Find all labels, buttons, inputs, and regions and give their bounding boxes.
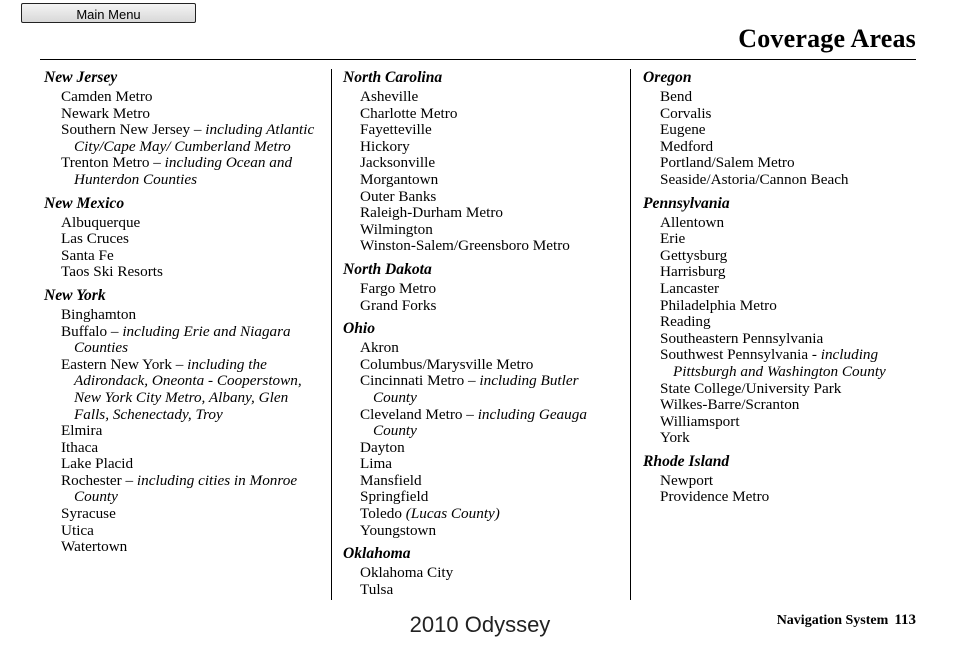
footer xyxy=(777,612,916,629)
city-name: Camden Metro xyxy=(61,88,153,105)
city-name: Ithaca xyxy=(61,438,99,456)
list-item xyxy=(643,331,923,348)
list-item xyxy=(44,357,324,423)
city-name: Reading xyxy=(660,313,711,331)
state-section xyxy=(643,195,923,447)
list-item xyxy=(343,139,623,156)
list-item xyxy=(343,205,623,222)
city-name: Tulsa xyxy=(360,580,394,598)
city-list xyxy=(343,340,623,539)
city-name: Akron xyxy=(360,339,399,357)
city-name: Buffalo – xyxy=(61,322,123,340)
list-item xyxy=(44,155,324,188)
city-name: Seaside/Astoria/Cannon Beach xyxy=(660,170,849,188)
column-1 xyxy=(44,69,324,562)
city-name: Williamsport xyxy=(660,412,740,430)
city-name: Newark Metro xyxy=(61,104,150,122)
state-section xyxy=(643,69,923,189)
list-item xyxy=(44,539,324,556)
state-section xyxy=(343,545,623,598)
column-2 xyxy=(343,69,623,604)
state-heading: New York xyxy=(44,286,106,304)
column-divider xyxy=(331,69,332,600)
city-name: Lancaster xyxy=(660,279,720,297)
city-name: Springfield xyxy=(360,488,429,506)
list-item xyxy=(343,281,623,298)
column-divider xyxy=(630,69,631,600)
list-item xyxy=(643,430,923,447)
city-note: including Butler County xyxy=(373,372,579,406)
city-name: Elmira xyxy=(61,422,103,440)
list-item xyxy=(44,473,324,506)
city-list xyxy=(643,215,923,447)
list-item xyxy=(643,473,923,490)
list-item xyxy=(343,373,623,406)
city-list xyxy=(643,89,923,189)
city-name: Mansfield xyxy=(360,471,422,489)
list-item xyxy=(643,314,923,331)
list-item xyxy=(643,281,923,298)
city-name: Las Cruces xyxy=(61,230,129,248)
city-name: Cincinnati Metro – xyxy=(360,372,480,390)
state-section xyxy=(44,69,324,189)
list-item xyxy=(343,155,623,172)
column-3 xyxy=(643,69,923,512)
city-list xyxy=(343,281,623,314)
list-item xyxy=(643,489,923,506)
city-name: Dayton xyxy=(360,438,405,456)
list-item xyxy=(643,264,923,281)
city-list xyxy=(44,89,324,189)
list-item xyxy=(343,222,623,239)
list-item xyxy=(343,456,623,473)
city-note: including Ocean and Hunterdon Counties xyxy=(74,154,293,188)
city-name: Allentown xyxy=(660,213,725,231)
list-item xyxy=(44,122,324,155)
section-label: Navigation System xyxy=(776,613,889,628)
city-name: Jacksonville xyxy=(360,154,436,172)
list-item xyxy=(343,440,623,457)
city-name: Trenton Metro – xyxy=(61,154,165,172)
list-item xyxy=(643,298,923,315)
city-name: Asheville xyxy=(360,88,419,105)
state-heading: Oklahoma xyxy=(343,545,411,563)
city-name: Portland/Salem Metro xyxy=(660,154,795,172)
city-name: Outer Banks xyxy=(360,187,437,205)
list-item xyxy=(643,381,923,398)
list-item xyxy=(44,456,324,473)
state-section xyxy=(44,287,324,556)
list-item xyxy=(643,347,923,380)
city-list xyxy=(44,215,324,281)
city-name: Southeastern Pennsylvania xyxy=(660,329,824,347)
state-section xyxy=(343,69,623,255)
list-item xyxy=(44,440,324,457)
city-name: Wilmington xyxy=(360,220,433,238)
list-item xyxy=(343,172,623,189)
city-name: Harrisburg xyxy=(660,263,726,281)
city-note: including Erie and Niagara Counties xyxy=(74,322,291,357)
city-name: Hickory xyxy=(360,137,410,155)
list-item xyxy=(343,298,623,315)
watermark: 2010 Odyssey xyxy=(409,612,551,637)
list-item xyxy=(643,248,923,265)
city-name: Fayetteville xyxy=(360,121,432,139)
city-name: Newport xyxy=(660,471,714,489)
list-item xyxy=(343,582,623,599)
main-menu-button[interactable]: Main Menu xyxy=(21,3,196,23)
city-note: including Pittsburgh and Washington County xyxy=(673,346,886,380)
list-item xyxy=(44,106,324,123)
city-name: Charlotte Metro xyxy=(360,104,458,122)
city-note: including Atlantic City/Cape May/ Cumberland Metro xyxy=(74,121,315,155)
state-section xyxy=(643,453,923,506)
city-list xyxy=(643,473,923,506)
state-heading: New Mexico xyxy=(44,194,125,212)
list-item xyxy=(343,565,623,582)
list-item xyxy=(343,89,623,106)
list-item xyxy=(44,506,324,523)
city-list xyxy=(343,565,623,598)
city-name: Syracuse xyxy=(61,505,116,523)
city-name: Morgantown xyxy=(360,170,439,188)
city-note: including Geauga County xyxy=(373,405,587,440)
city-name: Bend xyxy=(660,88,693,105)
list-item xyxy=(343,106,623,123)
city-list xyxy=(44,307,324,556)
list-item xyxy=(343,357,623,374)
list-item xyxy=(643,139,923,156)
city-name: Grand Forks xyxy=(360,296,437,314)
list-item xyxy=(343,473,623,490)
city-name: Southern New Jersey – xyxy=(61,121,206,139)
city-name: Taos Ski Resorts xyxy=(61,263,163,281)
list-item xyxy=(643,89,923,106)
list-item xyxy=(44,89,324,106)
list-item xyxy=(643,414,923,431)
city-name: Rochester – xyxy=(61,471,137,489)
city-name: Lima xyxy=(360,455,393,473)
city-name: Southwest Pennsylvania - xyxy=(660,346,821,364)
list-item xyxy=(44,423,324,440)
city-name: Youngstown xyxy=(360,521,437,539)
city-name: Albuquerque xyxy=(61,213,141,231)
city-note: (Lucas County) xyxy=(405,505,500,523)
city-note: including cities in Monroe County xyxy=(74,471,298,506)
list-item xyxy=(343,189,623,206)
list-item xyxy=(343,340,623,357)
state-section xyxy=(343,320,623,539)
city-name: State College/University Park xyxy=(660,379,842,397)
city-name: York xyxy=(660,429,690,447)
list-item xyxy=(343,407,623,440)
list-item xyxy=(643,397,923,414)
city-name: Cleveland Metro – xyxy=(360,405,478,423)
list-item xyxy=(343,506,623,523)
page-number: 113 xyxy=(894,612,916,628)
state-heading: Pennsylvania xyxy=(643,194,730,212)
list-item xyxy=(343,489,623,506)
state-section xyxy=(343,261,623,314)
state-section xyxy=(44,195,324,281)
city-name: Corvalis xyxy=(660,104,712,122)
city-name: Toledo xyxy=(360,505,406,523)
city-name: Eastern New York – xyxy=(61,355,188,373)
state-heading: Rhode Island xyxy=(643,452,730,470)
city-name: Fargo Metro xyxy=(360,279,437,297)
list-item xyxy=(343,122,623,139)
city-note: including the Adirondack, Oneonta - Cooperstown, New York City Metro, Albany, Glen Falls, Schenectady, Troy xyxy=(74,355,302,423)
list-item xyxy=(643,155,923,172)
list-item xyxy=(44,324,324,357)
city-name: Wilkes-Barre/Scranton xyxy=(660,396,800,414)
city-name: Providence Metro xyxy=(660,488,770,506)
state-heading: North Carolina xyxy=(343,69,443,86)
list-item xyxy=(643,172,923,189)
city-name: Raleigh-Durham Metro xyxy=(360,204,503,222)
city-name: Gettysburg xyxy=(660,246,728,264)
list-item xyxy=(44,307,324,324)
city-name: Medford xyxy=(660,137,714,155)
list-item xyxy=(44,231,324,248)
state-heading: North Dakota xyxy=(343,260,432,278)
list-item xyxy=(643,231,923,248)
list-item xyxy=(643,106,923,123)
list-item xyxy=(643,215,923,232)
list-item xyxy=(343,238,623,255)
page-title: Coverage Areas xyxy=(738,24,916,53)
city-name: Utica xyxy=(61,521,94,539)
city-name: Winston-Salem/Greensboro Metro xyxy=(360,237,570,255)
city-name: Philadelphia Metro xyxy=(660,296,777,314)
city-name: Erie xyxy=(660,230,686,248)
city-name: Santa Fe xyxy=(61,246,114,264)
state-heading: New Jersey xyxy=(44,69,118,86)
city-list xyxy=(343,89,623,255)
city-name: Lake Placid xyxy=(61,455,134,473)
city-name: Eugene xyxy=(660,121,706,139)
state-heading: Ohio xyxy=(343,320,376,338)
state-heading: Oregon xyxy=(643,69,692,86)
city-name: Binghamton xyxy=(61,305,137,323)
city-name: Columbus/Marysville Metro xyxy=(360,355,534,373)
city-name: Watertown xyxy=(61,538,128,556)
list-item xyxy=(44,523,324,540)
list-item xyxy=(44,264,324,281)
city-name: Oklahoma City xyxy=(360,564,454,582)
list-item xyxy=(44,248,324,265)
list-item xyxy=(44,215,324,232)
list-item xyxy=(343,523,623,540)
list-item xyxy=(643,122,923,139)
title-divider xyxy=(40,59,916,60)
